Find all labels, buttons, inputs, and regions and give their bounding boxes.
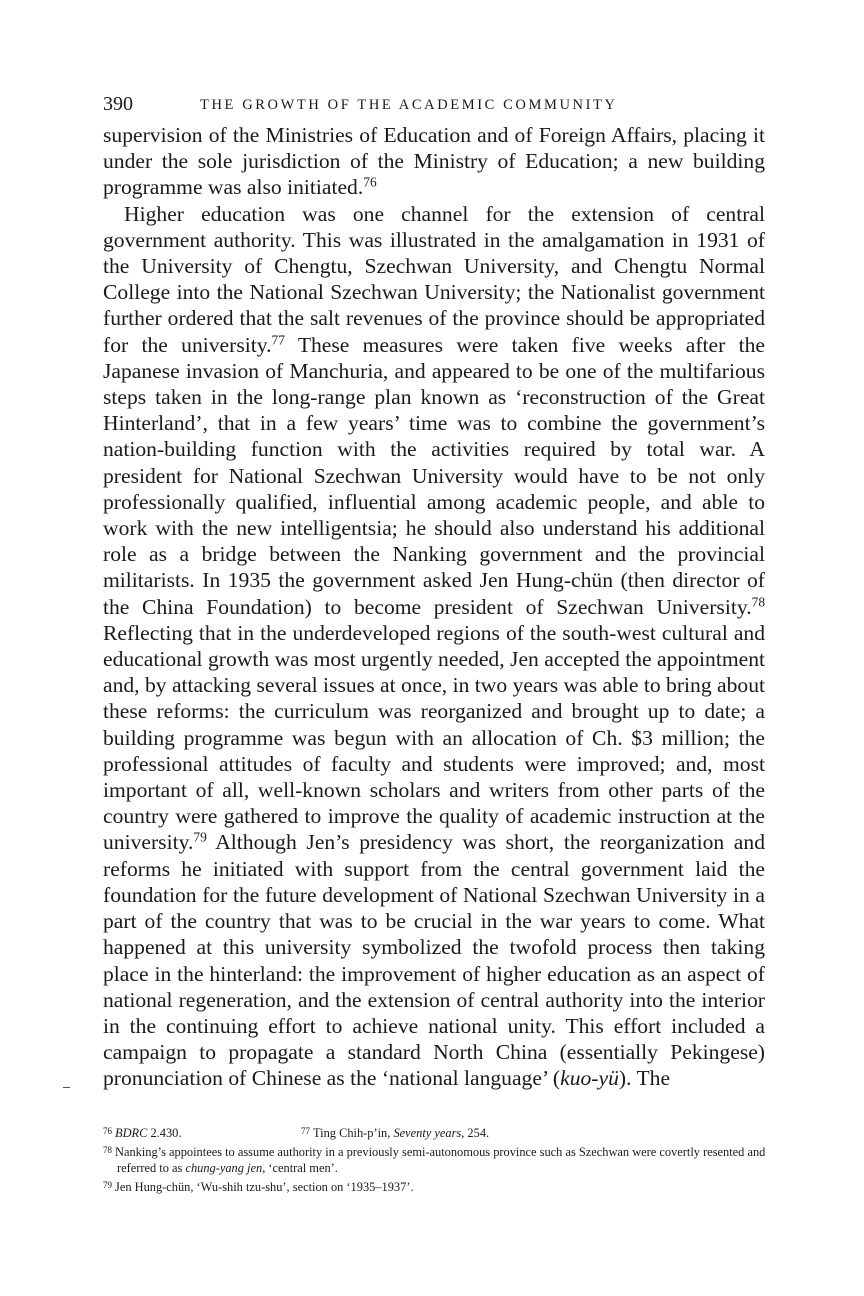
footnote-ref-77: 77	[271, 332, 285, 348]
footnote-78	[103, 1142, 767, 1177]
footnote-76-text: 2.430.	[147, 1126, 182, 1140]
footnote-78-pre: Nanking’s appointees to assume authority in a previously semi-autonomous province such as Szechwan were covertly resented and referred to as	[115, 1144, 766, 1175]
footnote-ref-78: 78	[751, 594, 765, 610]
footnote-76	[103, 1126, 181, 1140]
footnote-77-pre: Ting Chih-p’in,	[313, 1126, 394, 1140]
running-header	[103, 92, 767, 116]
paragraph-2-seg1: Higher education was one channel for the extension of central government authority. This was illustrated in the amalgamation in 1931 of the University of Chengtu, Szechwan University, and Chengtu Normal College into the National Szechwan University; the Nationalist government further ordered that the salt revenues of the province should be appropriated for the university.	[103, 201, 765, 357]
footnote-79-text: Jen Hung-chün, ‘Wu-shih tzu-shu’, section on ‘1935–1937’.	[115, 1179, 414, 1194]
footnotes	[103, 1123, 767, 1195]
footnote-78-term: chung-yang jen	[185, 1161, 263, 1175]
paragraph-2-seg3: Reflecting that in the underdeveloped regions of the south-west cultural and educational growth was most urgently needed, Jen accepted the appointment and, by attacking several issues at once, in two years was able to bring about these reforms: the curriculum was reorganized and brought up to date; a building programme was begun with an allocation of Ch. $3 million; the professional attitudes of faculty and students were improved; and, most important of all, well-known scholars and writers from other parts of the country were gathered to improve the quality of academic instruction at the university.	[103, 620, 766, 855]
footnote-77-number: 77	[301, 1126, 310, 1136]
footnote-78-number: 78	[103, 1144, 112, 1155]
footnote-79-number: 79	[103, 1179, 112, 1190]
paragraph-2-seg2: These measures were taken five weeks after the Japanese invasion of Manchuria, and appeared to be one of the multifarious steps taken in the long-range plan known as ‘reconstruction of the Great Hinterland’, that in a few years’ time was to combine the government’s nation-building function with the activities required by total war. A president for National Szechwan University would have to be not only professionally qualified, influential among academic people, and able to work with the new intelligentsia; he should also understand his additional role as a bridge between the Nanking government and the provincial militarists. In 1935 the government asked Jen Hung-chün (then director of the China Foundation) to become president of Szechwan University.	[103, 332, 766, 619]
paragraph-1-text: supervision of the Ministries of Education and of Foreign Affairs, placing it under the sole jurisdiction of the Ministry of Education; a new building programme was also initiated.	[103, 123, 765, 200]
paragraph-2-seg5: ). The	[618, 1066, 671, 1091]
footnote-77	[301, 1123, 489, 1142]
footnote-ref-79: 79	[193, 830, 207, 846]
page-number: 390	[103, 93, 133, 115]
footnote-78-post: , ‘central men’.	[262, 1161, 338, 1175]
running-title: THE GROWTH OF THE ACADEMIC COMMUNITY	[200, 97, 618, 113]
term-kuo-yu: kuo-yü	[560, 1066, 619, 1091]
footnote-ref-76: 76	[363, 175, 377, 191]
main-text	[103, 122, 765, 1092]
footnote-row-76-77	[103, 1123, 767, 1142]
paragraph-1	[103, 122, 765, 201]
paragraph-2	[103, 201, 765, 1092]
footnote-76-source: BDRC	[115, 1126, 148, 1140]
paragraph-2-seg4: Although Jen’s presidency was short, the reorganization and reforms he initiated with support from the central government laid the foundation for the future development of National Szechwan University in a part of the country that was to be crucial in the war years to come. What happened at this university symbolized the twofold process then taking place in the hinterland: the improvement of higher education as an aspect of national regeneration, and the extension of central authority into the interior in the continuing effort to achieve national unity. This effort included a campaign to propagate a standard North China (essentially Pekingese) pronunciation of Chinese as the ‘national language’ (	[103, 830, 765, 1091]
margin-mark	[63, 1087, 70, 1088]
footnote-79	[103, 1177, 767, 1196]
footnote-76-number: 76	[103, 1126, 112, 1136]
footnote-77-post: , 254.	[461, 1126, 490, 1140]
footnote-77-title: Seventy years	[393, 1126, 462, 1140]
